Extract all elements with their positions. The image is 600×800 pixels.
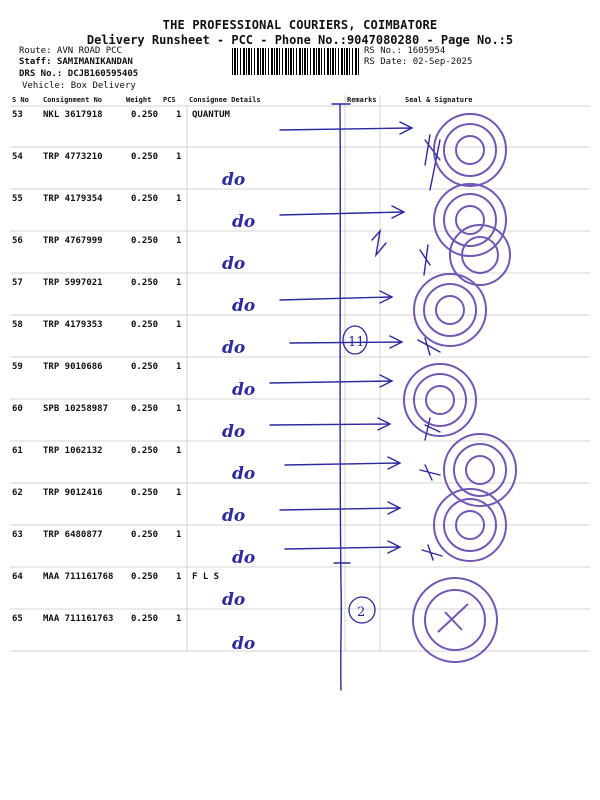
row-consignment: SPB 10258987 bbox=[43, 404, 109, 414]
row-pcs: 1 bbox=[176, 278, 182, 288]
row-sno: 63 bbox=[12, 530, 23, 540]
row-consignment: TRP 9012416 bbox=[43, 488, 103, 498]
row-sno: 57 bbox=[12, 278, 23, 288]
handwritten-ditto: do bbox=[222, 254, 246, 274]
row-pcs: 1 bbox=[176, 530, 182, 540]
vertical-pen-line bbox=[340, 104, 341, 690]
arrow-53 bbox=[280, 122, 412, 134]
row-consignment: MAA 711161763 bbox=[43, 614, 114, 624]
row-pcs: 1 bbox=[176, 362, 182, 372]
handwritten-ditto: do bbox=[232, 464, 256, 484]
row-consignee: F L S bbox=[192, 572, 220, 582]
arrow-58 bbox=[290, 336, 402, 348]
row-pcs: 1 bbox=[176, 572, 182, 582]
staff-label: Staff: bbox=[19, 57, 52, 67]
circle-2-text: 2 bbox=[357, 605, 366, 620]
row-sno: 61 bbox=[12, 446, 23, 456]
row-consignment: TRP 4179353 bbox=[43, 320, 103, 330]
handwritten-ditto: do bbox=[222, 422, 246, 442]
arrow-59 bbox=[270, 375, 392, 387]
row-pcs: 1 bbox=[176, 152, 182, 162]
page-subtitle: Delivery Runsheet - PCC - Phone No.:9047080280 - Page No.:5 bbox=[86, 33, 514, 47]
row-sno: 58 bbox=[12, 320, 23, 330]
arrow-55 bbox=[280, 206, 404, 218]
signature-63 bbox=[422, 545, 442, 560]
row-pcs: 1 bbox=[176, 614, 182, 624]
arrow-61 bbox=[285, 457, 400, 469]
col-remarks: Remarks bbox=[347, 96, 377, 104]
row-consignment: MAA 711161768 bbox=[43, 572, 114, 582]
rs-number: RS No.: 1605954 bbox=[364, 46, 446, 56]
row-consignment: NKL 3617918 bbox=[43, 110, 103, 120]
handwritten-ditto: do bbox=[232, 212, 256, 232]
row-weight: 0.250 bbox=[131, 152, 159, 162]
drs-label: DRS No.: bbox=[19, 69, 63, 79]
row-weight: 0.250 bbox=[131, 362, 159, 372]
col-consignment: Consignment No bbox=[43, 96, 103, 104]
row-weight: 0.250 bbox=[131, 404, 159, 414]
row-sno: 54 bbox=[12, 152, 23, 162]
row-weight: 0.250 bbox=[131, 488, 159, 498]
handwritten-ditto: do bbox=[222, 590, 246, 610]
row-consignment: TRP 4773210 bbox=[43, 152, 103, 162]
page-title: THE PROFESSIONAL COURIERS, COIMBATORE bbox=[162, 18, 438, 32]
row-weight: 0.250 bbox=[131, 530, 159, 540]
row-weight: 0.250 bbox=[131, 278, 159, 288]
row-consignment: TRP 4179354 bbox=[43, 194, 103, 204]
row-pcs: 1 bbox=[176, 110, 182, 120]
handwritten-ditto: do bbox=[232, 380, 256, 400]
col-weight: Weight bbox=[126, 96, 152, 104]
row-weight: 0.250 bbox=[131, 614, 159, 624]
handwritten-ditto: do bbox=[232, 548, 256, 568]
row-consignment: TRP 6480877 bbox=[43, 530, 103, 540]
stamp-53 bbox=[434, 114, 506, 186]
handwritten-ditto: do bbox=[222, 338, 246, 358]
row-pcs: 1 bbox=[176, 320, 182, 330]
signature-58 bbox=[418, 338, 440, 355]
row-weight: 0.250 bbox=[131, 194, 159, 204]
staff-name: SAMIMANIKANDAN bbox=[56, 57, 133, 67]
drs-number: DCJB160595405 bbox=[67, 69, 139, 79]
vehicle-text: Vehicle: Box Delivery bbox=[22, 81, 136, 91]
col-pcs: PCS bbox=[163, 96, 176, 104]
col-sno: S No bbox=[12, 96, 29, 104]
row-pcs: 1 bbox=[176, 404, 182, 414]
row-consignment: TRP 9010686 bbox=[43, 362, 103, 372]
row-sno: 60 bbox=[12, 404, 23, 414]
tick-56 bbox=[372, 231, 386, 255]
route-text: Route: AVN ROAD PCC bbox=[19, 46, 122, 56]
row-consignee: QUANTUM bbox=[192, 110, 230, 120]
row-consignment: TRP 4767999 bbox=[43, 236, 103, 246]
row-sno: 64 bbox=[12, 572, 23, 582]
signature-61 bbox=[420, 465, 440, 480]
row-weight: 0.250 bbox=[131, 446, 159, 456]
company-stamps bbox=[404, 114, 516, 662]
row-consignment: TRP 1062132 bbox=[43, 446, 103, 456]
rs-date: RS Date: 02-Sep-2025 bbox=[364, 57, 473, 67]
row-consignment: TRP 5997021 bbox=[43, 278, 103, 288]
arrow-63 bbox=[285, 541, 400, 553]
stamp-62 bbox=[434, 489, 506, 561]
stamp-65 bbox=[413, 578, 497, 662]
handwritten-ditto: do bbox=[222, 506, 246, 526]
row-sno: 56 bbox=[12, 236, 23, 246]
stamp-57 bbox=[414, 274, 486, 346]
row-pcs: 1 bbox=[176, 236, 182, 246]
row-pcs: 1 bbox=[176, 488, 182, 498]
arrow-60 bbox=[270, 418, 390, 430]
handwritten-ditto: do bbox=[232, 634, 256, 654]
stamp-59 bbox=[404, 364, 476, 436]
row-pcs: 1 bbox=[176, 446, 182, 456]
row-weight: 0.250 bbox=[131, 572, 159, 582]
handwritten-ditto: do bbox=[232, 296, 256, 316]
handwritten-ditto: do bbox=[222, 170, 246, 190]
stamp-61 bbox=[444, 434, 516, 506]
row-weight: 0.250 bbox=[131, 110, 159, 120]
row-sno: 53 bbox=[12, 110, 23, 120]
row-sno: 59 bbox=[12, 362, 23, 372]
row-sno: 65 bbox=[12, 614, 23, 624]
row-weight: 0.250 bbox=[131, 236, 159, 246]
row-weight: 0.250 bbox=[131, 320, 159, 330]
col-consignee: Consignee Details bbox=[189, 96, 261, 104]
arrow-57 bbox=[280, 291, 392, 303]
row-pcs: 1 bbox=[176, 194, 182, 204]
signature-56 bbox=[420, 245, 430, 275]
signature-53 bbox=[425, 135, 440, 190]
circle-1-text: 11 bbox=[348, 335, 365, 350]
col-seal: Seal & Signature bbox=[405, 96, 473, 104]
row-sno: 62 bbox=[12, 488, 23, 498]
row-sno: 55 bbox=[12, 194, 23, 204]
